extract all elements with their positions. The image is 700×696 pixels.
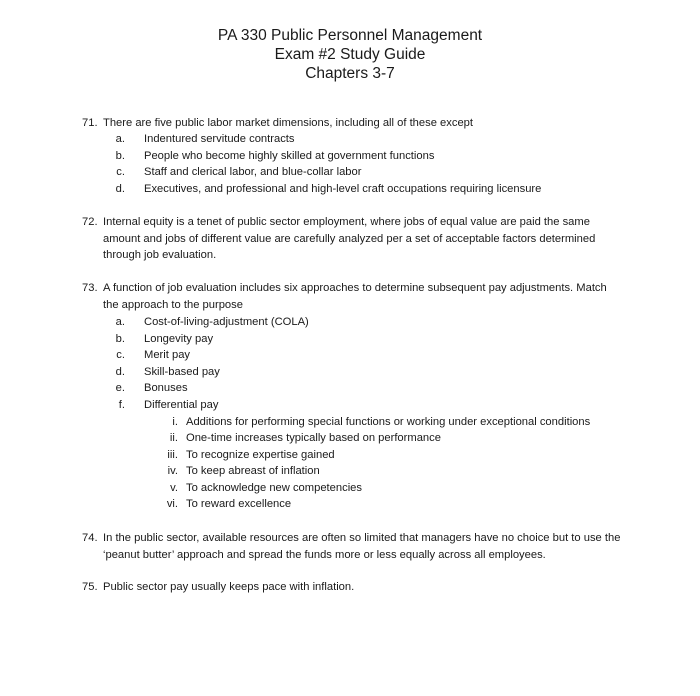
purpose-label: vi. — [166, 498, 178, 510]
question-text: Internal equity is a tenet of public sector employment, where jobs of equal value are paid the same amount and jobs of different value are carefully analyzed per a set of acceptable factors determined through job evaluation. — [103, 216, 596, 262]
option-item — [111, 331, 214, 348]
option-text: Differential pay — [144, 399, 219, 411]
option-label: b. — [115, 333, 125, 345]
question-text: Public sector pay usually keeps pace with inflation. — [103, 581, 355, 593]
question-number: 71. — [82, 117, 98, 129]
option-item — [111, 131, 295, 148]
option-text: People who become highly skilled at government functions — [144, 150, 435, 162]
document-subtitle: Exam #2 Study Guide — [274, 46, 426, 63]
document-chapters: Chapters 3-7 — [305, 65, 395, 82]
option-label: a. — [115, 133, 125, 145]
purpose-label: ii. — [169, 432, 178, 444]
option-item — [111, 314, 309, 331]
option-label: a. — [115, 316, 125, 328]
option-item — [111, 164, 362, 181]
purpose-label: i. — [172, 416, 178, 428]
question-73 — [82, 280, 622, 313]
document-header — [0, 26, 700, 83]
purpose-label: iv. — [167, 465, 178, 477]
purpose-item — [156, 463, 320, 480]
option-text: Skill-based pay — [144, 366, 220, 378]
option-label: c. — [116, 166, 125, 178]
question-number: 73. — [82, 282, 98, 294]
option-label: b. — [115, 150, 125, 162]
option-item — [111, 181, 542, 198]
option-label: c. — [116, 349, 125, 361]
option-item — [111, 148, 435, 165]
option-text: Cost-of-living-adjustment (COLA) — [144, 316, 309, 328]
purpose-item — [156, 414, 591, 431]
option-item — [111, 347, 191, 364]
option-label: f. — [118, 399, 125, 411]
option-label: e. — [115, 382, 125, 394]
option-text: Bonuses — [144, 382, 188, 394]
question-71 — [82, 115, 622, 132]
purpose-text: One-time increases typically based on performance — [186, 432, 441, 444]
question-number: 72. — [82, 216, 98, 228]
purpose-label: v. — [170, 482, 178, 494]
question-number: 74. — [82, 532, 98, 544]
purpose-text: To recognize expertise gained — [186, 449, 335, 461]
purpose-text: To acknowledge new competencies — [186, 482, 362, 494]
question-75 — [82, 579, 622, 596]
question-74 — [82, 530, 622, 563]
option-text: Indentured servitude contracts — [144, 133, 295, 145]
question-text: In the public sector, available resources are often so limited that managers have no choice but to use the ‘peanut butter’ approach and spread the funds more or less equally across all employees. — [103, 532, 621, 561]
question-number: 75. — [82, 581, 98, 593]
option-text: Merit pay — [144, 349, 191, 361]
option-label: d. — [115, 366, 125, 378]
option-text: Staff and clerical labor, and blue-collar labor — [144, 166, 362, 178]
document-title: PA 330 Public Personnel Management — [217, 27, 483, 44]
question-text: There are five public labor market dimensions, including all of these except — [103, 117, 474, 129]
option-item — [111, 397, 219, 414]
option-label: d. — [115, 183, 125, 195]
question-72 — [82, 214, 622, 264]
question-text: A function of job evaluation includes six approaches to determine subsequent pay adjustments. Match the approach to the purpose — [103, 282, 607, 311]
purpose-item — [156, 447, 335, 464]
purpose-label: iii. — [167, 449, 178, 461]
option-item — [111, 380, 188, 397]
purpose-item — [156, 496, 292, 513]
purpose-text: To keep abreast of inflation — [186, 465, 320, 477]
purpose-item — [156, 430, 441, 447]
purpose-text: To reward excellence — [186, 498, 292, 510]
purpose-item — [156, 480, 362, 497]
purpose-text: Additions for performing special functions or working under exceptional conditions — [186, 416, 591, 428]
option-text: Longevity pay — [144, 333, 214, 345]
option-item — [111, 364, 220, 381]
option-text: Executives, and professional and high-level craft occupations requiring licensure — [144, 183, 542, 195]
